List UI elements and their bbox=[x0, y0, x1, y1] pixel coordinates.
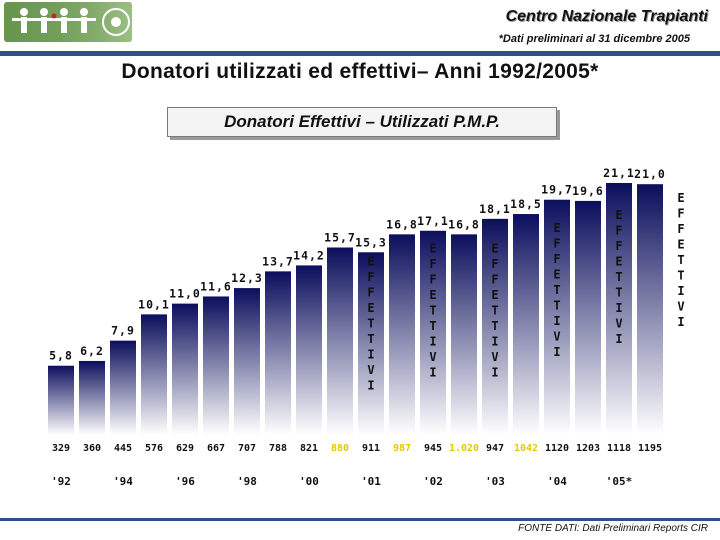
bar-value-label: 5,8 bbox=[49, 348, 73, 363]
donor-count-label: 667 bbox=[206, 443, 226, 454]
x-tick-label: '00 bbox=[299, 475, 319, 488]
bar-value-label: 19,7 bbox=[541, 182, 573, 197]
donor-count-label: 360 bbox=[82, 443, 102, 454]
effettivi-letter: F bbox=[615, 238, 623, 253]
bar-value-label: 17,1 bbox=[417, 213, 449, 228]
effettivi-letter: V bbox=[429, 349, 437, 364]
bar-value-label: 6,2 bbox=[80, 343, 104, 358]
effettivi-letter: E bbox=[677, 237, 685, 252]
effettivi-letter: E bbox=[553, 221, 561, 236]
bar bbox=[296, 265, 322, 435]
effettivi-letter: F bbox=[677, 206, 685, 221]
x-tick-label: '04 bbox=[547, 475, 567, 488]
preliminary-note: *Dati preliminari al 31 dicembre 2005 bbox=[498, 33, 690, 45]
donor-count-label: 987 bbox=[392, 443, 412, 454]
footer-rule bbox=[0, 518, 720, 521]
effettivi-letter: F bbox=[553, 236, 561, 251]
bar bbox=[79, 361, 105, 435]
bar bbox=[513, 214, 539, 435]
bar-value-label: 10,1 bbox=[138, 297, 170, 312]
effettivi-letter: V bbox=[615, 316, 623, 331]
effettivi-letter: I bbox=[677, 284, 685, 299]
bar-value-label: 15,3 bbox=[355, 235, 387, 250]
effettivi-letter: E bbox=[677, 191, 685, 206]
effettivi-letter: T bbox=[367, 331, 375, 346]
effettivi-letter: T bbox=[615, 285, 623, 300]
x-tick-label: '02 bbox=[423, 475, 443, 488]
bar-value-label: 19,6 bbox=[572, 183, 604, 198]
effettivi-letter: F bbox=[553, 252, 561, 267]
bar-value-label: 7,9 bbox=[111, 323, 135, 338]
donor-count-label: 1120 bbox=[544, 443, 570, 454]
donor-count-label: 880 bbox=[330, 443, 350, 454]
effettivi-letter: T bbox=[677, 268, 685, 283]
bar-value-label: 18,1 bbox=[479, 201, 511, 216]
effettivi-letter: T bbox=[491, 318, 499, 333]
effettivi-letter: E bbox=[367, 300, 375, 315]
effettivi-letter: F bbox=[367, 285, 375, 300]
effettivi-letter: T bbox=[677, 253, 685, 268]
effettivi-letter: F bbox=[429, 272, 437, 287]
bar-value-label: 21,1 bbox=[603, 166, 635, 180]
bar-value-label: 12,3 bbox=[231, 271, 263, 286]
bar bbox=[327, 247, 353, 435]
effettivi-letter: E bbox=[615, 207, 623, 222]
bar-value-label: 13,7 bbox=[262, 254, 294, 269]
bar-value-label: 11,0 bbox=[169, 286, 201, 301]
effettivi-letter: I bbox=[429, 334, 437, 349]
bar-value-label: 11,6 bbox=[200, 279, 232, 294]
x-tick-label: '03 bbox=[485, 475, 505, 488]
page-title: Donatori utilizzati ed effettivi– Anni 1992/2005* bbox=[121, 60, 599, 83]
donor-count-label: 1203 bbox=[575, 443, 601, 454]
bar bbox=[389, 234, 415, 435]
x-tick-label: '94 bbox=[113, 475, 133, 488]
effettivi-letter: E bbox=[429, 241, 437, 256]
donor-count-label: 1118 bbox=[606, 443, 632, 454]
effettivi-letter: I bbox=[553, 314, 561, 329]
effettivi-letter: E bbox=[367, 254, 375, 269]
bar bbox=[141, 314, 167, 435]
effettivi-letter: T bbox=[429, 318, 437, 333]
donor-count-label: 1042 bbox=[513, 443, 539, 454]
bar-value-label: 15,7 bbox=[324, 230, 356, 245]
effettivi-letter: F bbox=[367, 269, 375, 284]
bar bbox=[234, 288, 260, 435]
donor-count-label: 945 bbox=[423, 443, 443, 454]
bar bbox=[110, 341, 136, 435]
bar-value-label: 16,8 bbox=[448, 217, 480, 232]
effettivi-letter: E bbox=[615, 254, 623, 269]
effettivi-letter: T bbox=[615, 269, 623, 284]
effettivi-letter: T bbox=[553, 283, 561, 298]
x-tick-label: '05* bbox=[605, 475, 633, 488]
effettivi-letter: T bbox=[491, 303, 499, 318]
effettivi-letter: V bbox=[553, 329, 561, 344]
effettivi-letter: I bbox=[677, 315, 685, 330]
donor-count-label: 1195 bbox=[637, 443, 663, 454]
effettivi-letter: V bbox=[367, 362, 375, 377]
effettivi-letter: I bbox=[367, 347, 375, 362]
donor-count-label: 629 bbox=[175, 443, 195, 454]
bar-value-label: 18,5 bbox=[510, 197, 542, 212]
effettivi-letter: T bbox=[553, 298, 561, 313]
donor-count-label: 947 bbox=[485, 443, 505, 454]
bar bbox=[203, 296, 229, 435]
effettivi-letter: I bbox=[491, 365, 499, 380]
effettivi-letter: I bbox=[429, 365, 437, 380]
effettivi-letter: E bbox=[491, 241, 499, 256]
effettivi-letter: T bbox=[429, 303, 437, 318]
effettivi-letter: E bbox=[491, 287, 499, 302]
donor-count-label: 1.020 bbox=[448, 443, 480, 454]
effettivi-letter: I bbox=[553, 345, 561, 360]
effettivi-letter: F bbox=[615, 223, 623, 238]
donor-count-label: 821 bbox=[299, 443, 319, 454]
donor-count-label: 329 bbox=[51, 443, 71, 454]
donor-count-label: 707 bbox=[237, 443, 257, 454]
effettivi-letter: F bbox=[429, 256, 437, 271]
x-tick-label: '96 bbox=[175, 475, 195, 488]
bar bbox=[48, 366, 74, 435]
bar-value-label: 14,2 bbox=[293, 248, 325, 263]
org-name: Centro Nazionale Trapianti bbox=[505, 8, 708, 25]
effettivi-letter: I bbox=[367, 378, 375, 393]
donor-count-label: 788 bbox=[268, 443, 288, 454]
data-source: FONTE DATI: Dati Preliminari Reports CIR bbox=[518, 523, 708, 534]
donor-count-label: 445 bbox=[113, 443, 133, 454]
bar-value-label: 16,8 bbox=[386, 217, 418, 232]
effettivi-letter: V bbox=[491, 349, 499, 364]
x-tick-label: '98 bbox=[237, 475, 257, 488]
effettivi-letter: F bbox=[491, 256, 499, 271]
effettivi-letter: T bbox=[367, 316, 375, 331]
bar bbox=[451, 234, 477, 435]
bar bbox=[637, 184, 663, 435]
bar-value-label: 21,0 bbox=[634, 167, 666, 182]
x-tick-label: '01 bbox=[361, 475, 381, 488]
chart-subtitle-box: Donatori Effettivi – Utilizzati P.M.P. bbox=[167, 107, 557, 137]
effettivi-letter: F bbox=[491, 272, 499, 287]
donor-count-label: 576 bbox=[144, 443, 164, 454]
bar bbox=[172, 304, 198, 435]
effettivi-letter: I bbox=[615, 331, 623, 346]
effettivi-letter: E bbox=[429, 287, 437, 302]
effettivi-letter: V bbox=[677, 299, 685, 314]
effettivi-letter: E bbox=[553, 267, 561, 282]
x-tick-label: '92 bbox=[51, 475, 71, 488]
effettivi-letter: I bbox=[491, 334, 499, 349]
effettivi-letter: I bbox=[615, 300, 623, 315]
bar bbox=[265, 271, 291, 435]
bar bbox=[575, 201, 601, 435]
effettivi-letter: F bbox=[677, 222, 685, 237]
donor-count-label: 911 bbox=[361, 443, 381, 454]
